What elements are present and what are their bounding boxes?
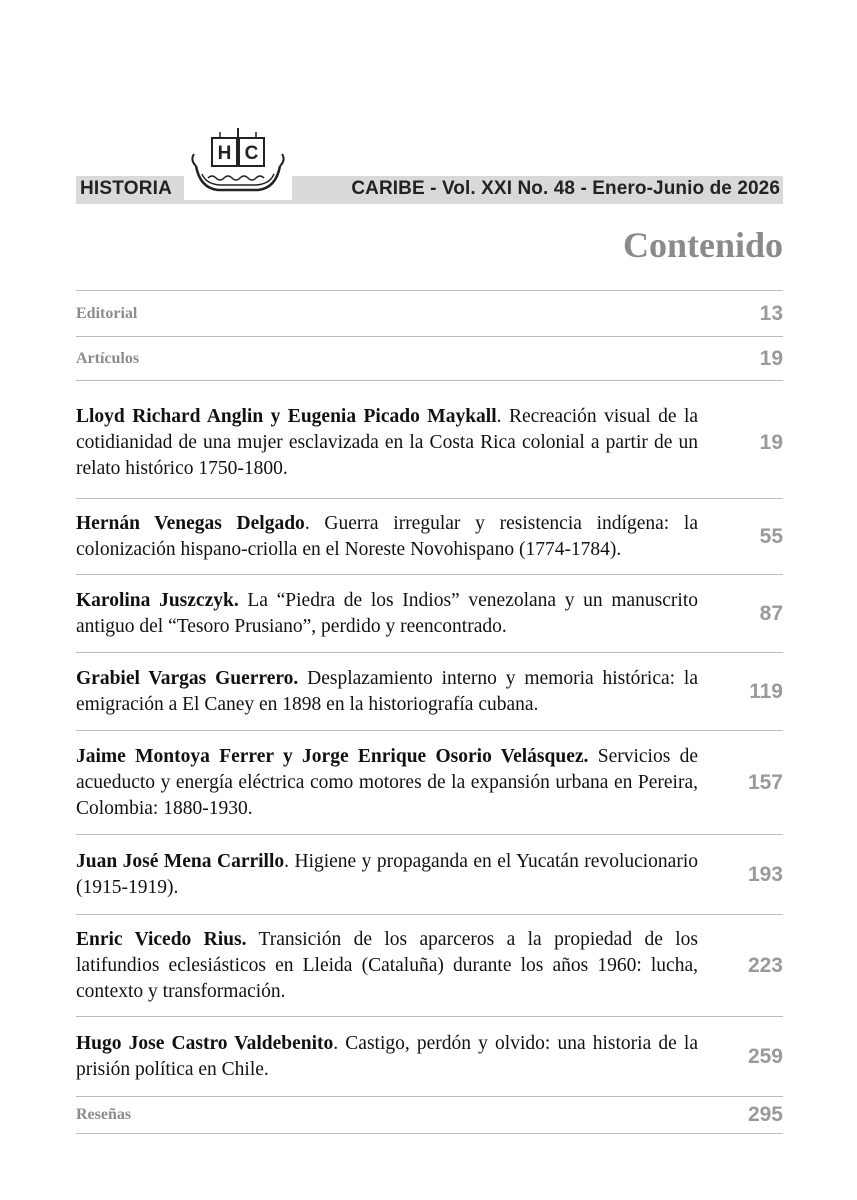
toc-entry[interactable] <box>76 574 783 652</box>
entry-author: Hernán Venegas Delgado <box>76 512 305 534</box>
entry-author: Lloyd Richard Anglin y Eugenia Picado Maykall <box>76 405 497 427</box>
page-number: 87 <box>759 601 783 625</box>
page-number: 193 <box>747 862 783 886</box>
entry-author: Hugo Jose Castro Valdebenito <box>76 1032 334 1054</box>
entry-title: La “Piedra de los Indios” venezolana y un manuscrito antiguo del “Tesoro Prusiano”, perdido y reencontrado. <box>76 589 698 637</box>
page-number: 119 <box>749 679 783 703</box>
entry-title: Servicios de acueducto y energía eléctrica como motores de la expansión urbana en Pereira, Colombia: 1880-1930. <box>76 745 699 819</box>
toc-entry[interactable] <box>76 914 783 1016</box>
page-number: 13 <box>759 301 783 325</box>
section-label: Reseñas <box>76 1106 132 1123</box>
entry-title: Recreación visual de la cotidianidad de una mujer esclavizada en la Costa Rica colonial a partir de un relato histórico 1750-1800. <box>76 405 699 479</box>
entry-author: Karolina Juszczyk. <box>76 589 239 611</box>
page-number: 259 <box>747 1044 783 1068</box>
toc-entry[interactable]: Hernán Venegas Delgado. Guerra irregular y resistencia indígena: la colonización hispano-criolla en el Noreste Novohispano (1774-1784). 55 <box>76 498 783 574</box>
toc-entry[interactable]: Lloyd Richard Anglin y Eugenia Picado Maykall. Recreación visual de la cotidianidad de una mujer esclavizada en la Costa Rica colonial a partir de un relato histórico 1750-1800. 19 <box>76 380 783 498</box>
page-number: 223 <box>747 953 783 977</box>
journal-header <box>76 126 783 206</box>
page-number: 19 <box>759 430 783 454</box>
table-of-contents <box>76 290 783 1134</box>
header-journal-name: HISTORIA <box>80 178 173 199</box>
entry-author: Jaime Montoya Ferrer y Jorge Enrique Osorio Velásquez. <box>76 745 589 767</box>
section-row-editorial[interactable] <box>76 290 783 336</box>
page-number: 295 <box>747 1103 783 1126</box>
entry-title: Higiene y propaganda en el Yucatán revolucionario (1915-1919). <box>76 850 698 898</box>
page-number: 55 <box>759 524 783 548</box>
entry-title: Guerra irregular y resistencia indígena: la colonización hispano-criolla en el Noreste Novohispano (1774-1784). <box>76 512 699 560</box>
entry-author: Enric Vicedo Rius. <box>76 928 247 950</box>
entry-author: Grabiel Vargas Guerrero. <box>76 667 299 689</box>
logo-letter-h: H <box>217 143 232 164</box>
toc-entry[interactable] <box>76 652 783 730</box>
entry-title: Transición de los aparceros a la propiedad de los latifundios eclesiásticos en Lleida (Cataluña) durante los años 1960: lucha, contexto y transformación. <box>76 928 698 1002</box>
section-label: Artículos <box>76 349 140 367</box>
toc-entry[interactable] <box>76 730 783 834</box>
section-row-resenas[interactable] <box>76 1096 783 1134</box>
entry-title: Desplazamiento interno y memoria histórica: la emigración a El Caney en 1898 en la historiografía cubana. <box>76 667 699 715</box>
entry-title: Castigo, perdón y olvido: una historia de la prisión política en Chile. <box>76 1032 698 1080</box>
journal-logo <box>184 126 292 200</box>
toc-entry[interactable]: Juan José Mena Carrillo. Higiene y propaganda en el Yucatán revolucionario (1915-1919). 193 <box>76 834 783 914</box>
section-row-articulos[interactable] <box>76 336 783 380</box>
header-issue-info: CARIBE - Vol. XXI No. 48 - Enero-Junio de 2026 <box>351 178 780 199</box>
toc-entry[interactable]: Hugo Jose Castro Valdebenito. Castigo, perdón y olvido: una historia de la prisión política en Chile. 259 <box>76 1016 783 1096</box>
page-number: 19 <box>759 346 783 370</box>
entry-author: Juan José Mena Carrillo <box>76 850 285 872</box>
ship-logo-icon <box>184 126 292 200</box>
page-number: 157 <box>747 770 783 794</box>
page-title: Contenido <box>622 225 783 265</box>
logo-letter-c: C <box>244 143 259 164</box>
section-label: Editorial <box>76 304 138 322</box>
